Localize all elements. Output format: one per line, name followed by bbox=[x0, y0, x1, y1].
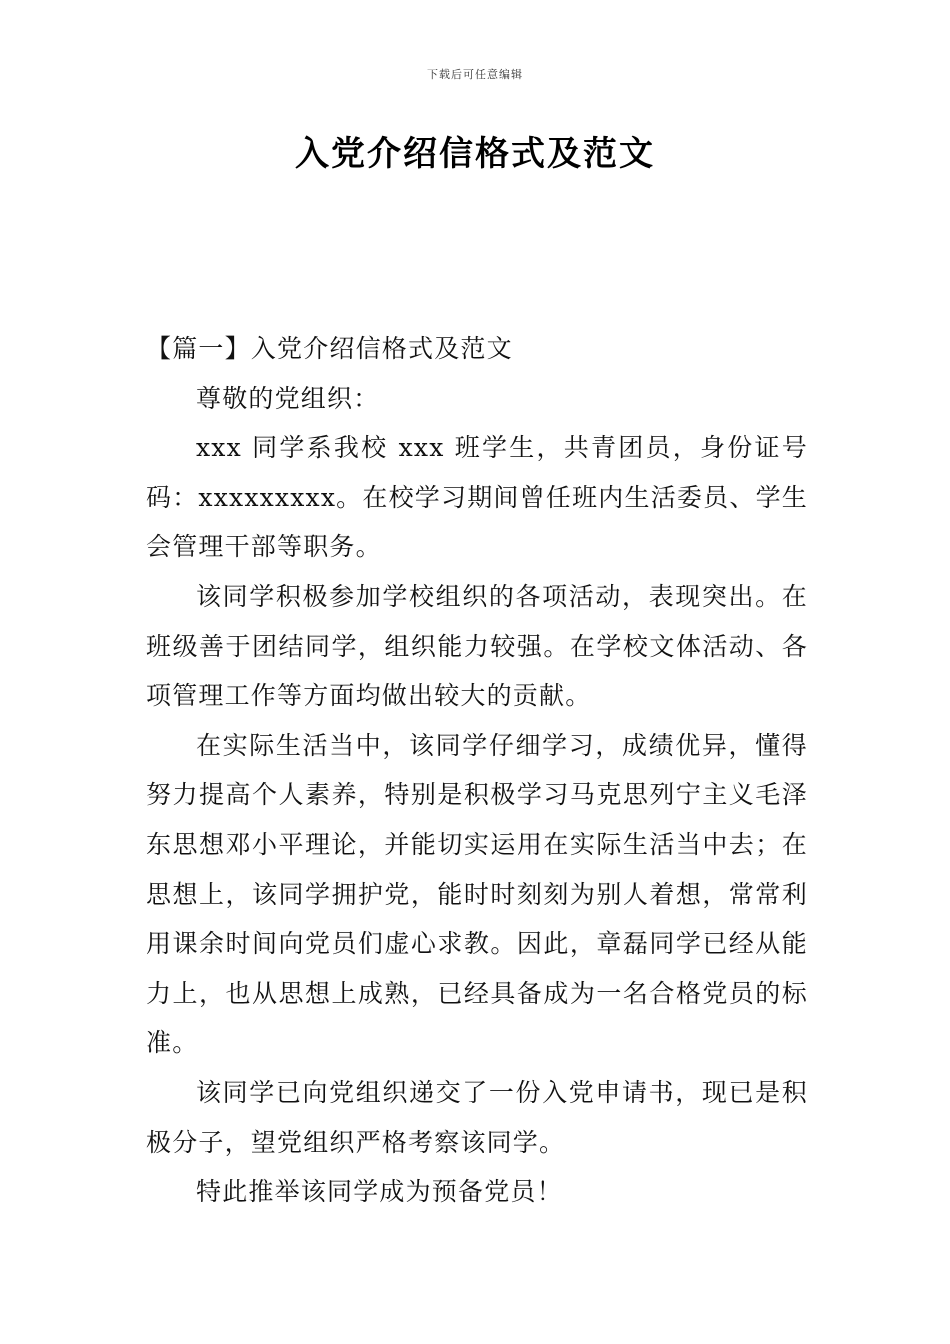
document-body bbox=[146, 324, 808, 1217]
paragraph-2: 该同学积极参加学校组织的各项活动，表现突出。在班级善于团结同学，组织能力较强。在学校文体活动、各项管理工作等方面均做出较大的贡献。 bbox=[146, 581, 808, 711]
paragraph-1: xxx 同学系我校 xxx 班学生，共青团员，身份证号码：xxxxxxxxx。在校学习期间曾任班内生活委员、学生会管理干部等职务。 bbox=[146, 433, 808, 562]
header-note: 下载后可任意编辑 bbox=[427, 68, 523, 81]
paragraph-3: 在实际生活当中，该同学仔细学习，成绩优异，懂得努力提高个人素养，特别是积极学习马克思列宁主义毛泽东思想邓小平理论，并能切实运用在实际生活当中去；在思想上，该同学拥护党，能时时刻刻为别人着想，常常利用课余时间向党员们虚心求教。因此，章磊同学已经从能力上，也从思想上成熟，已经具备成为一名合格党员的标准。 bbox=[146, 730, 808, 1058]
paragraph-4: 该同学已向党组织递交了一份入党申请书，现已是积极分子，望党组织严格考察该同学。 bbox=[146, 1077, 808, 1157]
salutation: 尊敬的党组织： bbox=[196, 383, 380, 413]
section-heading: 【篇一】入党介绍信格式及范文 bbox=[146, 334, 513, 363]
paragraph-5: 特此推举该同学成为预备党员！ bbox=[196, 1177, 563, 1207]
document-title: 入党介绍信格式及范文 bbox=[295, 134, 655, 174]
